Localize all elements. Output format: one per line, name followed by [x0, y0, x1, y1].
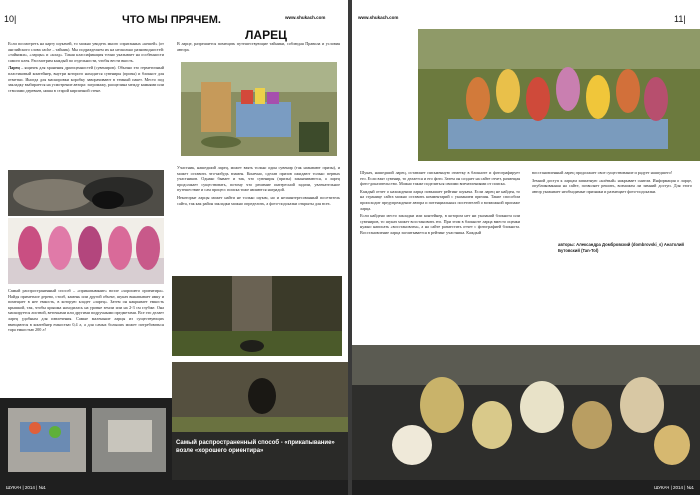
page-number: 10|	[4, 14, 17, 24]
right-col2-text	[532, 170, 692, 250]
hole-in-tree-image	[172, 362, 348, 432]
paragraph-text: – ящичек для хранения драгоценностей (сувениров). Обычно это герметичный пластиковый контейнер, внутри которого находятся сувениры (призы) и блокнот для отметки. Иногда для маскировки коробку заворачивают в темный пакет. Место под закладку выбирается на усмотрение автора: загромажу, расщелина между камнями или стволами деревьев, ниша в старой кирпичной стене.	[8, 65, 164, 93]
site-url: www.shukach.com	[358, 15, 399, 20]
rock-hiding-photo	[8, 170, 164, 216]
page-number: 11|	[674, 14, 686, 24]
left-page	[0, 0, 348, 495]
paragraph: Некоторые ларцы может найти не только шукач, но и незаинтересованный посетитель сайта, так как район закладки можно определить, а фото-подсказки открыты для всех.	[177, 194, 340, 206]
tree-stump-image	[172, 276, 342, 356]
article-subtitle: ЛАРЕЦ	[245, 28, 287, 42]
bottom-figurines-photo	[352, 345, 700, 480]
right-column-intro	[177, 41, 340, 59]
article-title: ЧТО МЫ ПРЯЧЕМ.	[122, 14, 221, 26]
left-column-text	[8, 41, 164, 169]
paragraph: В ларце, разрешается помещать путешествующие тайники, соблюдая Правила и условия автора.	[177, 41, 340, 52]
term-bold: Ларец	[8, 65, 20, 71]
paragraph: Если посмотреть на карту шукачей, то можно увидеть много спрятанных «кешей» (от английского слова cache – тайник). Мы подразделяем их на несколько разновидностей: «тайники», «ларцы» и «клад». Такая классификация точно указывает на особенности самого клея. Рассмотрим каждый по отдельности, чтобы вести вкость.	[8, 41, 164, 63]
treasure-box-image	[181, 62, 337, 156]
paragraph: Каждый отчет о нахождении ларца повышает рейтинг шукача. Если ларец не найден, то на странице сайта можно оставить комментарий с указанием причин. Такие способом происходит предупреждение автора и потенциальных посетителей о возможной пропаже ларца.	[360, 188, 520, 211]
paragraph: Земной доступ к ларцам запиатную «клёвый» накрывает снятом. Информация о ларце, опубликованная на сайте, позволяет решить, возможен ли зимний доступ. Для этого автор указывает необходимые признаки и размещает фото-подсказки.	[532, 177, 692, 194]
footer-text: ШУКАЧ | 2014 | №1	[6, 485, 46, 490]
caption-panel	[172, 362, 348, 495]
figurines-image	[418, 29, 700, 161]
paragraph: Самый распространенный способ – «прикапывание» возле «хорошего ориентира». Найдя приметное дерево, столб, камень или другой объект, шукач выкапывает ямку и помещает в нее емкость, в которую кладет «ларец». Затем он накрывает емкость крышкой, так, чтобы крышка находилась на уровне земли или на 2-3 см глубже. Она маскируется листвой, веточками или другими подручными предметами. Все это делает ларец удобным для извлечения. Самые маленькие ларцы из существующих вмещаются в контейнер емкостью 0,4 л, а для самых больших может потребоваться тара емкостью 200 л!	[8, 288, 164, 333]
souvenirs-photo	[8, 218, 164, 284]
tree-stump-photo	[172, 276, 342, 356]
site-url: www.shukach.com	[285, 15, 326, 20]
right-page	[352, 0, 700, 495]
paragraph	[8, 65, 164, 93]
footer-text: ШУКАЧ | 2014 | №1	[654, 485, 694, 490]
footer-bar	[352, 480, 700, 495]
author-signature: авторы: Александра Домбровский (dombrovski_s) Анатолий Бутовский (Tan-Tol)	[558, 242, 685, 253]
footer-bar	[0, 480, 348, 495]
bottom-figurines-image	[352, 345, 700, 480]
middle-column-text	[177, 165, 340, 265]
photo-caption: Самый распространенный способ - «прикапывание» возле «хорошего ориентира»	[176, 440, 335, 454]
treasure-box-photo	[181, 62, 337, 156]
paragraph: Участник, нашедший ларец, может взять только один сувенир (так называют призы), и может оставить что-нибудь взамен. Конечно, сделав призов ожидают только первых участников. Однако бывает и так, что сувениры (призы) заканчиваются, а ларец продолжает существовать, потому что решение интересной задачи, увлекательное путешествие и сам процесс поиска тоже являются наградой.	[177, 165, 340, 193]
paragraph: Шукач, нашедший ларец, оставляет письменную отметку в блокноте и фотографирует его. Если взят сувенир, то делается и его фото. Затем он создает на сайте отчет, размещая фото-доказательство. Можно также поделиться своими впечатлениями от поиска.	[360, 170, 520, 187]
figurines-photo	[418, 29, 700, 161]
souvenirs-image	[8, 218, 164, 284]
left-column-text-2	[8, 288, 164, 408]
right-col1-text	[360, 170, 520, 335]
container-photos-image	[0, 398, 172, 480]
paragraph: восстановленный ларец продолжает свое существование и радует нашедшего!	[532, 170, 673, 175]
rock-hiding-image	[8, 170, 164, 216]
paragraph: Если найдено место закладки или контейнер, в котором нет ни указаний блокнота или сувениров, то шукач может восстановить его. При этом в блокноте ларца вместо оценки нужно написать «восстановлен», а на сайте разместить отчет с фотографией блокнота. Восстановление ларца засчитывается в рейтинг участника. Каждый	[360, 213, 520, 235]
